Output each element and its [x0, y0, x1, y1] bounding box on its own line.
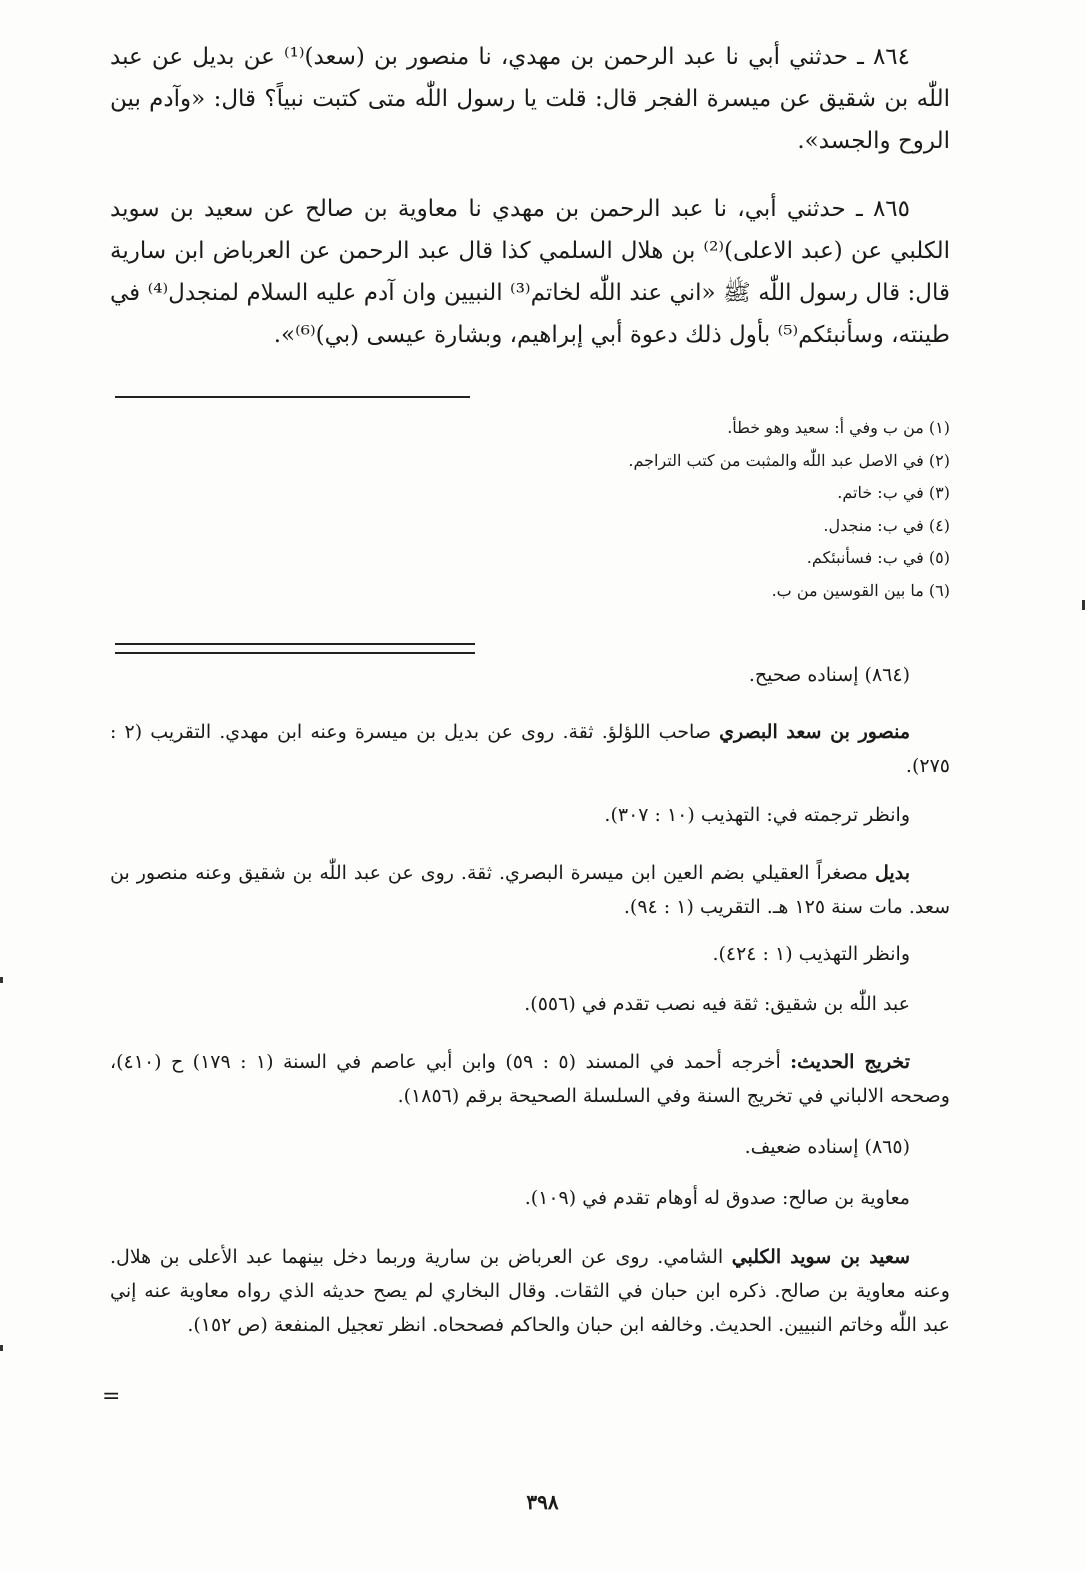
commentary-865-heading: (٨٦٥) إسناده ضعيف. — [744, 1136, 910, 1158]
commentary-takhrij — [110, 1045, 950, 1113]
footnote-separator — [115, 396, 470, 398]
narrator-name: منصور بن سعد البصري — [719, 721, 910, 743]
takhrij-label: تخريج الحديث: — [790, 1051, 910, 1073]
footnote-item: (٢) في الاصل عبد اللّٰه والمثبت من كتب التراجم. — [628, 450, 950, 470]
scan-speck — [0, 1345, 3, 1351]
narrator-name: سعيد بن سويد الكلبي — [731, 1246, 911, 1268]
commentary-reference: وانظر ترجمته في: التهذيب (١٠ : ٣٠٧). — [604, 804, 910, 826]
commentary-864-heading: (٨٦٤) إسناده صحيح. — [748, 664, 910, 686]
footnote-item: (٦) ما بين القوسين من ب. — [771, 580, 950, 600]
scan-speck — [0, 977, 3, 983]
footnote-item: (٥) في ب: فسأنبئكم. — [806, 548, 950, 567]
continuation-mark: = — [102, 1384, 121, 1409]
hadith-864: ٨٦٤ ـ حدثني أبي نا عبد الرحمن بن مهدي، نا منصور بن (سعد)⁽¹⁾ عن بديل عن عبد اللّٰه بن شقيق عن ميسرة الفجر قال: قلت يا رسول اللّٰه متى كتبت نبياً؟ قال: «وآدم بين الروح والجسد». — [110, 44, 950, 154]
takhrij-text: أخرجه أحمد في المسند (٥ : ٥٩) وابن أبي عاصم في السنة (١ : ١٧٩) ح (٤١٠)، وصححه الالباني في تخريج السنة وفي السلسلة الصحيحة برقم (١٨٥٦). — [110, 1051, 950, 1107]
commentary-narrator-mansur — [110, 715, 950, 783]
commentary-narrator-muawiya: معاوية بن صالح: صدوق له أوهام تقدم في (١٠٩). — [524, 1187, 910, 1209]
narrator-description: مصغراً العقيلي بضم العين ابن ميسرة البصري. ثقة. روى عن عبد اللّٰه بن شقيق وعنه منصور بن سعد. مات سنة ١٢٥ هـ. التقريب (١ : ٩٤). — [110, 862, 950, 918]
narrator-description: صاحب اللؤلؤ. ثقة. روى عن بديل بن ميسرة وعنه ابن مهدي. التقريب (٢ : ٢٧٥). — [110, 721, 950, 777]
page-number: ٣٩٨ — [526, 1490, 559, 1514]
footnote-item: (٣) في ب: خاتم. — [837, 483, 950, 502]
footnote-item: (١) من ب وفي أ: سعيد وهو خطأ. — [727, 418, 950, 437]
narrator-description: الشامي. روى عن العرباض بن سارية وربما دخل بينهما عبد الأعلى بن هلال. وعنه معاوية بن صالح. ذكره ابن حبان في الثقات. وقال البخاري لم يصح حديثه الذي رواه معاوية عنه إني عبد اللّٰه وخاتم النبيين. الحديث. وخالفه ابن حبان والحاكم فصححاه. انظر تعجيل المنفعة (ص ١٥٢). — [110, 1246, 950, 1336]
narrator-name: بديل — [875, 862, 910, 884]
footnote-item: (٤) في ب: منجدل. — [823, 515, 950, 535]
commentary-reference: وانظر التهذيب (١ : ٤٢٤). — [712, 943, 910, 965]
commentary-separator — [115, 643, 475, 654]
commentary-narrator-budayl — [110, 856, 950, 924]
footnotes-list — [510, 412, 950, 607]
commentary-narrator-shaqiq: عبد اللّٰه بن شقيق: ثقة فيه نصب تقدم في (٥٥٦). — [524, 993, 910, 1015]
hadith-865: ٨٦٥ ـ حدثني أبي، نا عبد الرحمن بن مهدي نا معاوية بن صالح عن سعيد بن سويد الكلبي عن (عبد الاعلى)⁽²⁾ بن هلال السلمي كذا قال عبد الرحمن عن العرباض ابن سارية قال: قال رسول اللّٰه ﷺ «اني عند اللّٰه لخاتم⁽³⁾ النبيين وان آدم عليه السلام لمنجدل⁽⁴⁾ في طينته، وسأنبئكم⁽⁵⁾ بأول ذلك دعوة أبي إبراهيم، وبشارة عيسى (بي)⁽⁶⁾». — [110, 196, 950, 348]
commentary-narrator-said — [110, 1240, 950, 1342]
